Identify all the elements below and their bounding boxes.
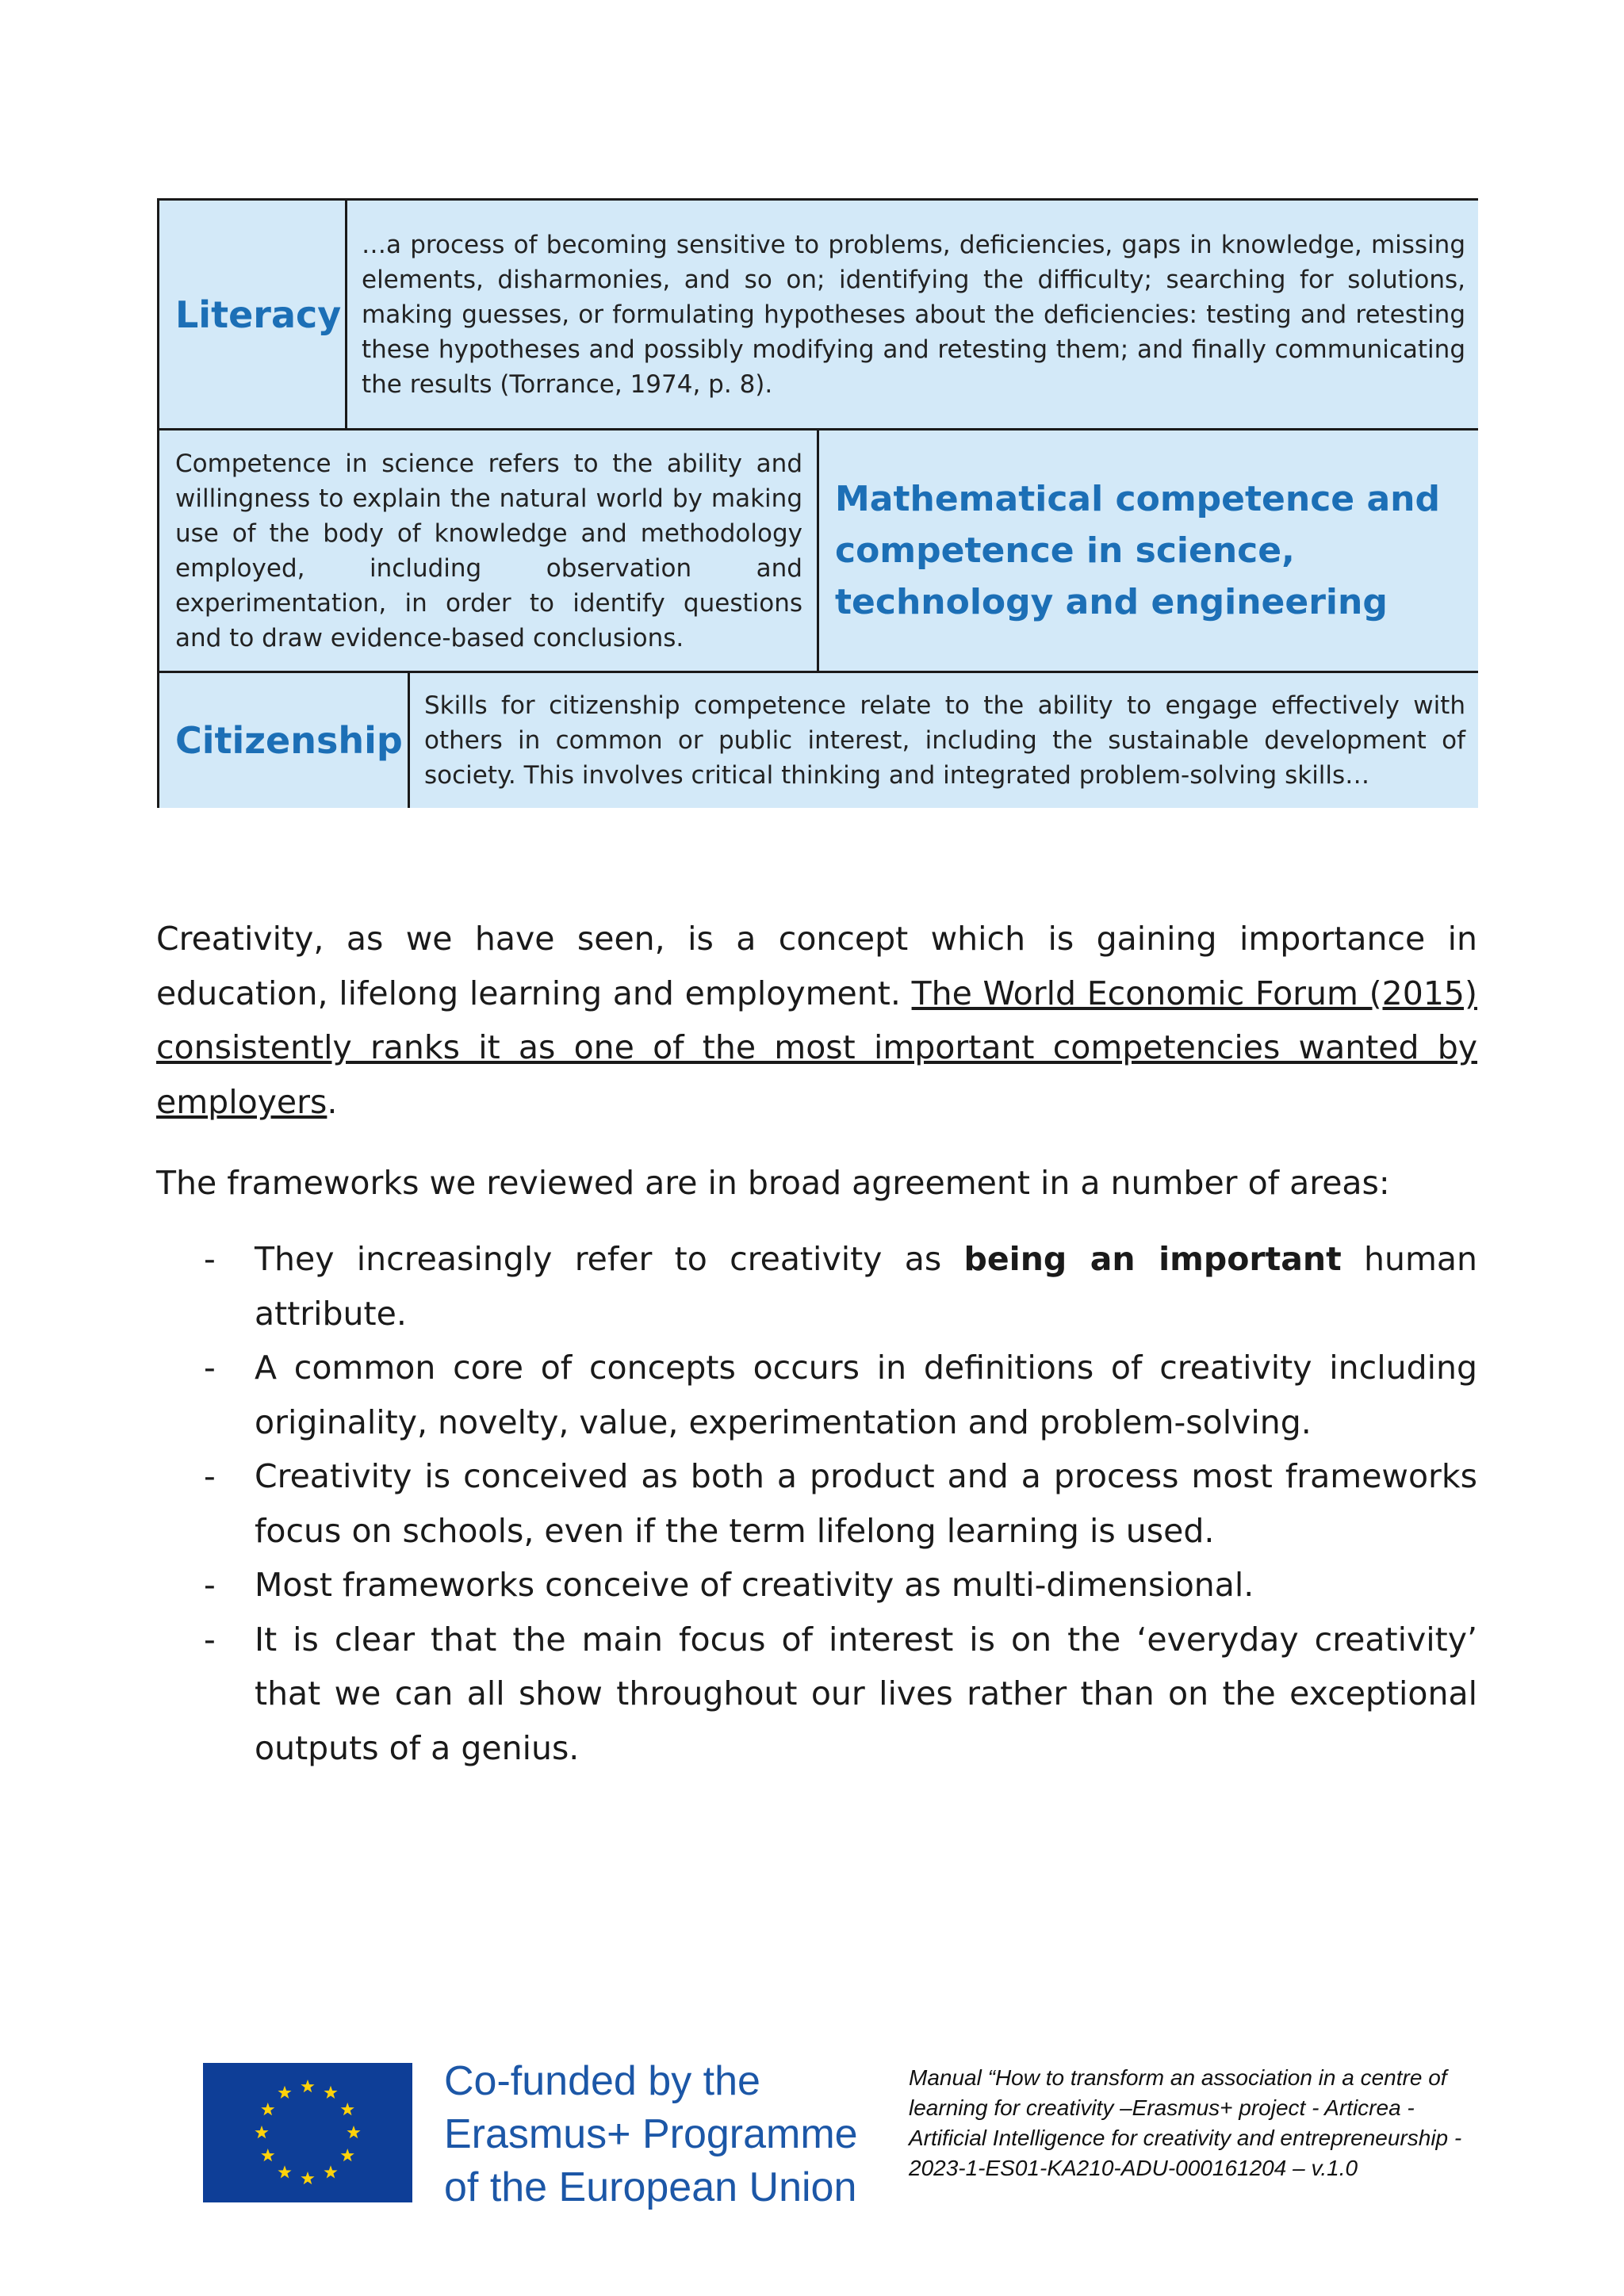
bullet-dash: - (204, 1566, 216, 1604)
table-row-literacy (157, 198, 1478, 428)
citizenship-definition: Skills for citizenship competence relate to the ability to engage effectively with others in common or public interest, including the sustainable development of society. This involves critical thinking and integrated problem-solving skills… (424, 691, 1465, 790)
eu-text-line-2: Erasmus+ Programme (444, 2111, 858, 2157)
agreement-list (156, 1232, 1477, 1775)
list-item: - A common core of concepts occurs in definitions of creativity including originality, novelty, value, experimentation and problem-solving. (156, 1341, 1477, 1449)
list-item: - It is clear that the main focus of interest is on the ‘everyday creativity’ that we can all show throughout our lives rather than on the exceptional outputs of a genius. (156, 1613, 1477, 1776)
eu-text-line-1: Co-funded by the (444, 2058, 760, 2104)
paragraph-creativity-start: Creativity, as we have seen, is a concept which is gaining importance in education, lifelong learning and employment. (156, 920, 1477, 1012)
competence-table (157, 198, 1478, 808)
literacy-definition: …a process of becoming sensitive to problems, deficiencies, gaps in knowledge, missing elements, disharmonies, and so on; identifying the difficulty; searching for solutions, making guesses, or formulating hypotheses about the deficiencies: testing and retesting these hypotheses and possibly modifying and retesting them; and finally communicating the results (Torrance, 1974, p. 8). (362, 230, 1465, 399)
eu-flag-icon (203, 2063, 412, 2202)
paragraph-creativity-end: . (327, 1082, 338, 1121)
bullet-dash: - (204, 1457, 216, 1495)
list-item: - They increasingly refer to creativity as being an important human attribute. (156, 1232, 1477, 1341)
paragraph-frameworks: The frameworks we reviewed are in broad agreement in a number of areas: (156, 1164, 1390, 1202)
bullet-dash: - (204, 1349, 216, 1387)
paragraph-creativity (156, 912, 1477, 1129)
literacy-label: Literacy (159, 201, 347, 428)
list-item: - Most frameworks conceive of creativity as multi-dimensional. (156, 1558, 1477, 1613)
math-science-label: Mathematical competence and competence in science, technology and engineering (835, 479, 1440, 622)
manual-footer-text: Manual “How to transform an association in a centre of learning for creativity –Erasmus+ project - Articrea - Artificial Intelligence for creativity and entrepreneurship - 2023-1-ES01-KA210-ADU-000161204 – v.1.0 (909, 2065, 1462, 2180)
wef-link[interactable]: The World Economic Forum (2015) consistently ranks it as one of the most important competencies wanted by employers (156, 974, 1477, 1121)
eu-cofunded-text (444, 2055, 858, 2214)
eu-text-line-3: of the European Union (444, 2164, 857, 2210)
bullet-dash: - (204, 1240, 216, 1278)
table-row-citizenship (157, 671, 1478, 808)
bold-emphasis: being an important (963, 1240, 1342, 1278)
citizenship-label: Citizenship (159, 673, 410, 808)
bullet-dash: - (204, 1620, 216, 1659)
science-definition: Competence in science refers to the ability and willingness to explain the natural world by making use of the body of knowledge and methodology employed, including observation and experimentation, in order to identify questions and to draw evidence-based conclusions. (159, 430, 819, 671)
list-item: - Creativity is conceived as both a product and a process most frameworks focus on schools, even if the term lifelong learning is used. (156, 1449, 1477, 1558)
table-row-science (157, 428, 1478, 671)
